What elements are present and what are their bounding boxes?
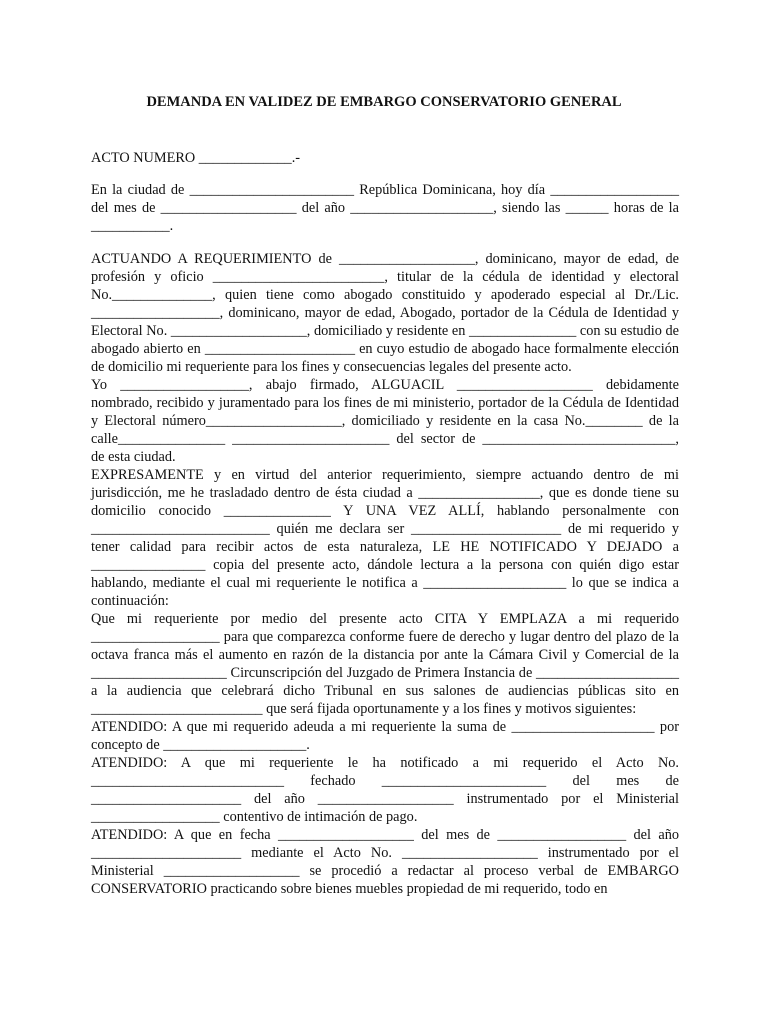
paragraph-cita-emplaza: Que mi requeriente por medio del presente acto CITA Y EMPLAZA a mi requerido __________________ para que comparezca conforme fuere de derecho y lugar dentro del plazo de la octava franca más el aumento en razón de la distancia por ante la Cámara Civil y Comercial de la ___________________ Circunscripción del Juzgado de Primera Instancia de ____________________ a la audiencia que celebrará dicho Tribunal en sus salones de audiencias públicas sito en ________________________ que será fijada oportunamente y a los fines y motivos siguientes: bbox=[91, 611, 679, 717]
paragraph-atendido-1: ATENDIDO: A que mi requerido adeuda a mi requeriente la suma de ____________________ por concepto de ____________________. bbox=[91, 719, 679, 753]
acto-numero-line: ACTO NUMERO _____________.- bbox=[91, 150, 301, 166]
paragraph-actuando: ACTUANDO A REQUERIMIENTO de ___________________, dominicano, mayor de edad, de profesión y oficio ________________________, titular de la cédula de identidad y electoral No.______________, quien tiene como abogado constituido y apoderado especial al Dr./Lic. __________________, dominicano, mayor de edad, Abogado, portador de la Cédula de Identidad y Electoral No. ___________________, domiciliado y residente en _______________ con su estudio de abogado abierto en _____________________ en cuyo estudio de abogado hace formalmente elección de domicilio mi requeriente para los fines y consecuencias legales del presente acto. bbox=[91, 251, 679, 375]
paragraph-expresamente: EXPRESAMENTE y en virtud del anterior requerimiento, siempre actuando dentro de mi jurisdicción, me he trasladado dentro de ésta ciudad a _________________, que es donde tiene su domicilio conocido _______________ Y UNA VEZ ALLÍ, hablando personalmente con _________________________ quién me declara ser _____________________ de mi requerido y tener calidad para recibir actos de esta naturaleza, LE HE NOTIFICADO Y DEJADO a ________________ copia del presente acto, dándole lectura a la persona con quién digo estar hablando, mediante el cual mi requeriente le notifica a ____________________ lo que se indica a continuación: bbox=[91, 467, 679, 609]
document-body bbox=[91, 181, 679, 898]
paragraph-atendido-3: ATENDIDO: A que en fecha ___________________ del mes de __________________ del año _____________________ mediante el Acto No. ___________________ instrumentado por el Ministerial ___________________ se procedió a redactar al proceso verbal de EMBARGO CONSERVATORIO practicando sobre bienes muebles propiedad de mi requerido, todo en bbox=[91, 827, 679, 897]
document-title: DEMANDA EN VALIDEZ DE EMBARGO CONSERVATORIO GENERAL bbox=[146, 94, 622, 110]
paragraph-city-date: En la ciudad de _______________________ República Dominicana, hoy día __________________ del mes de ___________________ del año ____________________, siendo las ______ horas de la ___________. bbox=[91, 182, 679, 234]
paragraph-alguacil: Yo __________________, abajo firmado, ALGUACIL ___________________ debidamente nombrado, recibido y juramentado para los fines de mi ministerio, portador de la Cédula de Identidad y Electoral número___________________, domiciliado y residente en la casa No.________ de la calle_______________ ______________________ del sector de ___________________________, de esta ciudad. bbox=[91, 377, 679, 465]
paragraph-atendido-2: ATENDIDO: A que mi requeriente le ha notificado a mi requerido el Acto No. ___________________________ fechado _______________________ del mes de _____________________ del año ___________________ instrumentado por el Ministerial __________________ contentivo de intimación de pago. bbox=[91, 755, 679, 825]
